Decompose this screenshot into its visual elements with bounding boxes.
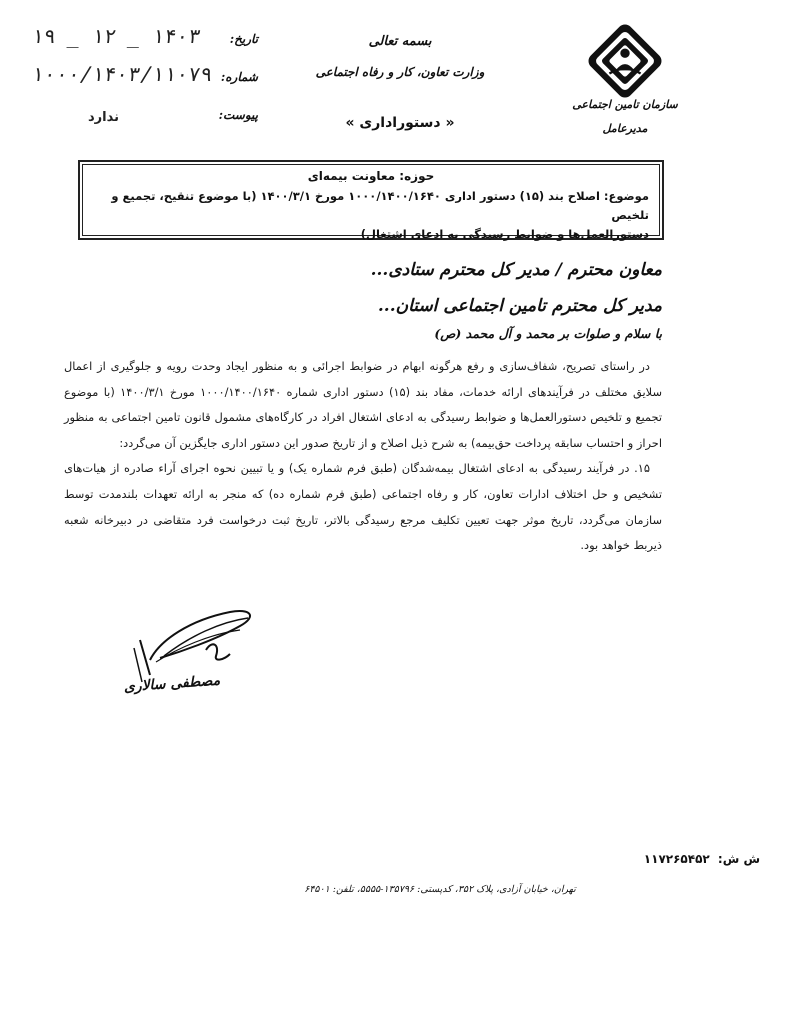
organization-logo-icon — [586, 22, 664, 100]
greeting: با سلام و صلوات بر محمد و آل محمد (ص) — [434, 326, 662, 341]
number-value: ۱۰۰۰/۱۴۰۳/۱۱۰۷۹ — [30, 62, 215, 86]
letter-header — [250, 34, 550, 131]
subject-line-2: دستورالعمل‌ها و ضوابط رسیدگی به ادعای اشتغال) — [360, 227, 649, 241]
subject-box — [78, 160, 664, 240]
date-row — [28, 22, 258, 60]
tracking-number — [560, 852, 760, 866]
ministry-name: وزارت تعاون، کار و رفاه اجتماعی — [315, 65, 485, 79]
number-label: شماره: — [220, 70, 258, 84]
letter-body — [64, 354, 662, 559]
tracking-value: ۱۱۷۲۶۵۴۵۲ — [643, 852, 710, 866]
organization-name: سازمان تامین اجتماعی — [572, 98, 678, 111]
addressees — [300, 252, 662, 324]
signer-name: مصطفی سالاری — [123, 672, 221, 696]
attachment-value: ندارد — [88, 110, 120, 125]
attachment-row — [28, 98, 258, 136]
office-address: تهران، خیابان آزادی، پلاک ۳۵۲، کدپستی: ۱۳۵۷۹۶-۵۵۵۵، تلفن: ۶۴۵۰۱ — [304, 884, 576, 895]
subject-inner — [82, 164, 660, 241]
addressee-2: مدیر کل محترم تامین اجتماعی استان... — [377, 296, 662, 316]
date-label: تاریخ: — [229, 32, 258, 46]
document-type: « دستوراداری » — [345, 115, 455, 131]
addressee-1: معاون محترم / مدیر کل محترم ستادی... — [370, 260, 662, 280]
number-row — [28, 60, 258, 98]
subject-line-1: موضوع: اصلاح بند (۱۵) دستور اداری ۱۰۰۰/۱۴۰۰/۱۶۴۰ مورخ ۱۴۰۰/۳/۱ (با موضوع تنقیح، تجمیع و تلخیص — [111, 189, 649, 222]
subject-domain: حوزه: معاونت بیمه‌ای — [307, 169, 435, 183]
date-value: ۱۴۰۳ _ ۱۲ _ ۱۹ — [30, 24, 203, 48]
tracking-label: ش ش: — [717, 852, 760, 866]
body-paragraph-2: ۱۵. در فرآیند رسیدگی به ادعای اشتغال بیمه‌شدگان (طبق فرم شماره یک) و یا تبیین نحوه اجرای آراء صادره از هیات‌های تشخیص و حل اختلاف ادارات تعاون، کار و رفاه اجتماعی (طبق فرم شماره ده) که منجر به ارائه تعهدات بلندمدت توسط سازمان می‌گردد، تاریخ موثر جهت تعیین تکلیف مرجع رسیدگی بالاتر، تاریخ ثبت درخواست فرد متقاضی در دبیرخانه شعبه ذیربط خواهد بود. — [64, 461, 662, 553]
letter-meta — [28, 22, 258, 136]
attachment-label: پیوست: — [218, 108, 258, 122]
office-title: مدیرعامل — [602, 122, 648, 135]
bismillah: بسمه تعالی — [368, 34, 432, 49]
body-paragraph-1: در راستای تصریح، شفاف‌سازی و رفع هرگونه ابهام در ضوابط اجرائی و به منظور ایجاد وحدت رویه و جلوگیری از اعمال سلایق مختلف در فرآیندهای ارائه خدمات، مفاد بند (۱۵) دستور اداری شماره ۱۰۰۰/۱۴۰۰/۱۶۴۰ مورخ ۱۴۰۰/۳/۱ (با موضوع تجمیع و تلخیص دستورالعمل‌ها و ضوابط رسیدگی به ادعای اشتغال افراد در کارگاه‌های مشمول قانون تامین اجتماعی به منظور احراز و احتساب سابقه پرداخت حق‌بیمه) به شرح ذیل اصلاح و از تاریخ صدور این دستور اداری جایگزین آن می‌گردد: — [64, 359, 662, 450]
